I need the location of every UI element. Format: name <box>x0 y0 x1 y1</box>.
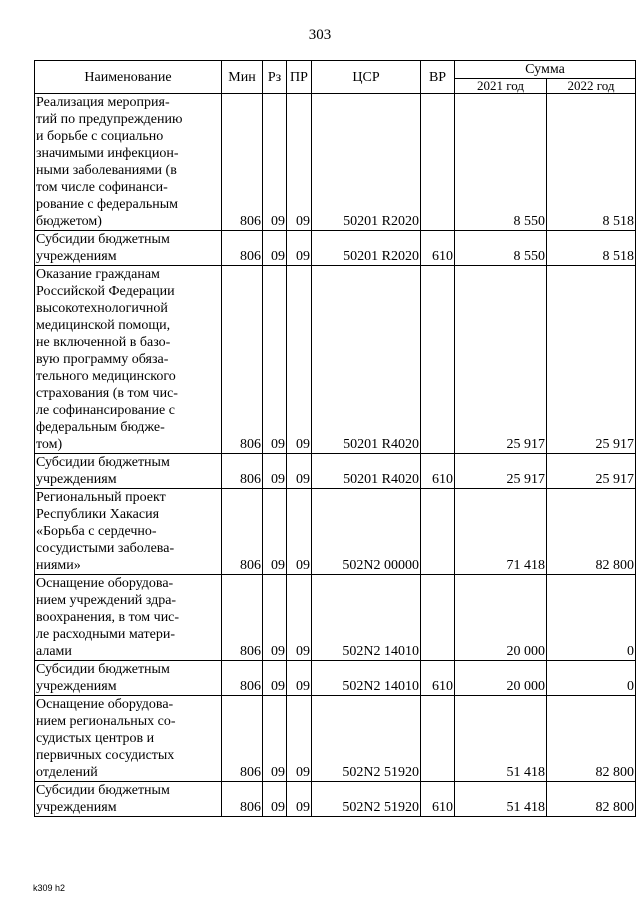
row-name: Субсидии бюджетным учреждениям <box>35 782 222 817</box>
row-sum-2022: 8 518 <box>547 94 636 231</box>
row-sum-2022: 0 <box>547 575 636 661</box>
row-min: 806 <box>222 575 263 661</box>
row-vr: 610 <box>421 454 455 489</box>
row-name: Оснащение оборудова- нием учреждений здра- воохранения, в том чис- ле расходными матери- алами <box>35 575 222 661</box>
row-csr: 50201 R4020 <box>312 266 421 454</box>
row-sum-2021: 51 418 <box>455 782 547 817</box>
table-row <box>35 489 636 575</box>
table-body <box>35 94 636 817</box>
row-sum-2021: 25 917 <box>455 454 547 489</box>
row-min: 806 <box>222 696 263 782</box>
row-name: Субсидии бюджетным учреждениям <box>35 661 222 696</box>
row-sum-2022: 8 518 <box>547 231 636 266</box>
row-rz: 09 <box>263 94 287 231</box>
row-rz: 09 <box>263 266 287 454</box>
row-sum-2021: 71 418 <box>455 489 547 575</box>
header-pr: ПР <box>287 61 312 94</box>
header-rz: Рз <box>263 61 287 94</box>
row-min: 806 <box>222 661 263 696</box>
row-vr <box>421 489 455 575</box>
row-sum-2022: 25 917 <box>547 266 636 454</box>
header-csr: ЦСР <box>312 61 421 94</box>
row-csr: 502N2 51920 <box>312 696 421 782</box>
row-min: 806 <box>222 454 263 489</box>
row-rz: 09 <box>263 782 287 817</box>
budget-table <box>34 60 636 817</box>
row-pr: 09 <box>287 266 312 454</box>
row-min: 806 <box>222 782 263 817</box>
row-rz: 09 <box>263 231 287 266</box>
row-pr: 09 <box>287 454 312 489</box>
row-pr: 09 <box>287 94 312 231</box>
table-row <box>35 94 636 231</box>
header-sum: Сумма <box>455 61 636 79</box>
row-csr: 502N2 14010 <box>312 661 421 696</box>
row-min: 806 <box>222 94 263 231</box>
header-name: Наименование <box>35 61 222 94</box>
row-name: Оказание гражданам Российской Федерации высокотехнологичной медицинской помощи, не включенной в базо- вую программу обяза- тельного медицинского страхования (в том чис- ле софинансирование с федеральным бюдже- том) <box>35 266 222 454</box>
table-row <box>35 696 636 782</box>
header-min: Мин <box>222 61 263 94</box>
footer-code: k309 h2 <box>33 883 66 893</box>
table-row <box>35 231 636 266</box>
row-pr: 09 <box>287 231 312 266</box>
row-rz: 09 <box>263 454 287 489</box>
row-vr <box>421 575 455 661</box>
row-vr: 610 <box>421 231 455 266</box>
header-year-2021: 2021 год <box>455 79 547 94</box>
row-csr: 50201 R4020 <box>312 454 421 489</box>
row-min: 806 <box>222 266 263 454</box>
row-pr: 09 <box>287 696 312 782</box>
row-pr: 09 <box>287 782 312 817</box>
row-name: Реализация мероприя- тий по предупреждению и борьбе с социально значимыми инфекцион- ными заболеваниями (в том числе софинанси- рование с федеральным бюджетом) <box>35 94 222 231</box>
header-vr: ВР <box>421 61 455 94</box>
row-sum-2021: 8 550 <box>455 94 547 231</box>
row-vr <box>421 696 455 782</box>
row-vr <box>421 266 455 454</box>
row-sum-2022: 82 800 <box>547 696 636 782</box>
table-row <box>35 782 636 817</box>
row-sum-2021: 25 917 <box>455 266 547 454</box>
row-sum-2021: 8 550 <box>455 231 547 266</box>
table-row <box>35 575 636 661</box>
row-sum-2021: 20 000 <box>455 661 547 696</box>
row-vr: 610 <box>421 661 455 696</box>
table-row <box>35 454 636 489</box>
header-year-2022: 2022 год <box>547 79 636 94</box>
row-rz: 09 <box>263 696 287 782</box>
row-rz: 09 <box>263 489 287 575</box>
row-sum-2021: 20 000 <box>455 575 547 661</box>
row-rz: 09 <box>263 575 287 661</box>
row-csr: 50201 R2020 <box>312 231 421 266</box>
row-csr: 50201 R2020 <box>312 94 421 231</box>
row-pr: 09 <box>287 661 312 696</box>
row-sum-2022: 25 917 <box>547 454 636 489</box>
page-number: 303 <box>308 27 332 43</box>
row-name: Субсидии бюджетным учреждениям <box>35 454 222 489</box>
row-sum-2022: 82 800 <box>547 782 636 817</box>
table-row <box>35 266 636 454</box>
row-pr: 09 <box>287 489 312 575</box>
row-name: Оснащение оборудова- нием региональных со- судистых центров и первичных сосудистых отделений <box>35 696 222 782</box>
row-min: 806 <box>222 489 263 575</box>
row-min: 806 <box>222 231 263 266</box>
table-row <box>35 661 636 696</box>
row-rz: 09 <box>263 661 287 696</box>
row-sum-2022: 0 <box>547 661 636 696</box>
row-pr: 09 <box>287 575 312 661</box>
row-name: Субсидии бюджетным учреждениям <box>35 231 222 266</box>
row-name: Региональный проект Республики Хакасия «Борьба с сердечно- сосудистыми заболева- ниями» <box>35 489 222 575</box>
row-csr: 502N2 14010 <box>312 575 421 661</box>
row-sum-2021: 51 418 <box>455 696 547 782</box>
row-vr <box>421 94 455 231</box>
row-vr: 610 <box>421 782 455 817</box>
row-csr: 502N2 51920 <box>312 782 421 817</box>
row-sum-2022: 82 800 <box>547 489 636 575</box>
row-csr: 502N2 00000 <box>312 489 421 575</box>
